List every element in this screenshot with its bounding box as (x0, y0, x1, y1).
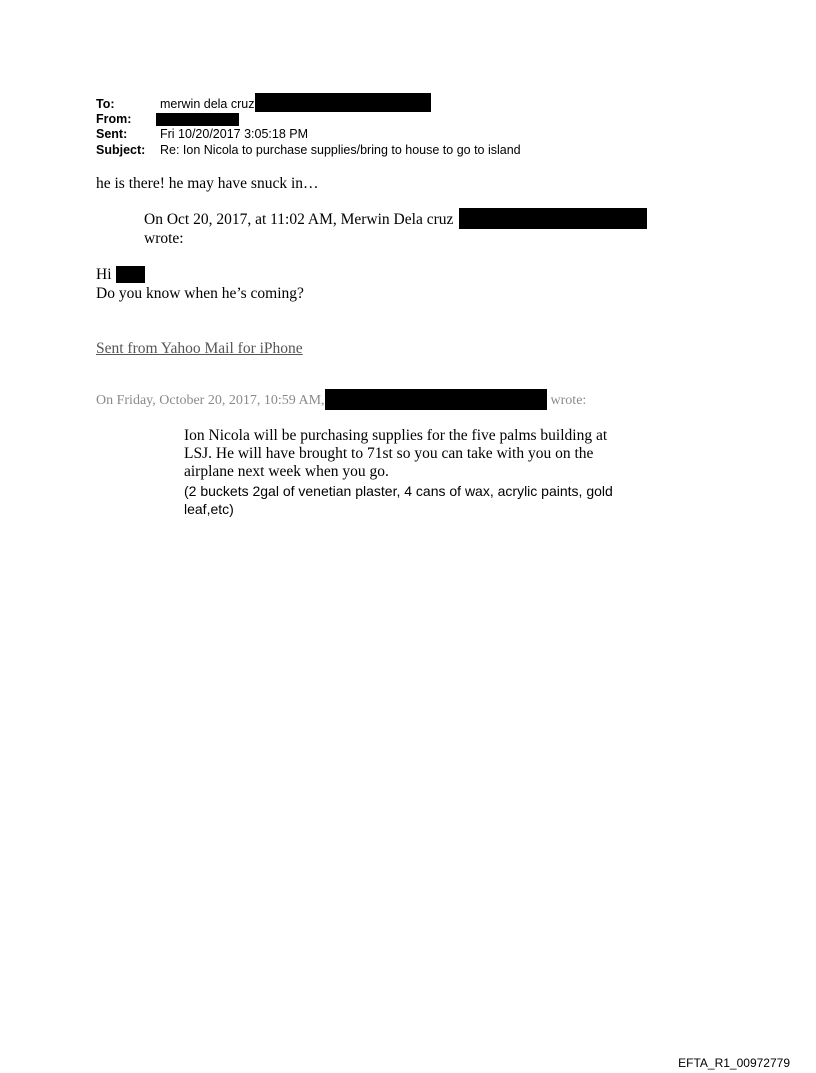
redaction-box (459, 208, 647, 229)
quote2-line-2: LSJ. He will have brought to 71st so you can take with you on the (184, 445, 594, 462)
sent-label: Sent: (96, 127, 128, 141)
redaction-box (156, 113, 239, 126)
quote2-line-5: leaf,etc) (184, 501, 234, 517)
bates-number: EFTA_R1_00972779 (678, 1056, 790, 1070)
from-label: From: (96, 112, 132, 126)
quote1-header (144, 211, 647, 229)
reply-text: he is there! he may have snuck in… (96, 175, 319, 192)
quote1-attribution: On Oct 20, 2017, at 11:02 AM, Merwin Dela cruz (144, 211, 454, 228)
to-value (160, 97, 431, 112)
sent-value: Fri 10/20/2017 3:05:18 PM (160, 127, 309, 141)
redaction-box (255, 93, 431, 112)
subject-label: Subject: (96, 143, 146, 157)
to-name: merwin dela cruz (160, 97, 255, 111)
yahoo-mail-signature-link[interactable]: Sent from Yahoo Mail for iPhone (96, 340, 303, 357)
greeting-line (96, 266, 145, 284)
redaction-box (116, 266, 145, 283)
question-text: Do you know when he’s coming? (96, 285, 304, 302)
to-label: To: (96, 97, 115, 111)
subject-value: Re: Ion Nicola to purchase supplies/bring to house to go to island (160, 143, 521, 157)
quote2-line-3: airplane next week when you go. (184, 463, 389, 480)
quote2-attribution: On Friday, October 20, 2017, 10:59 AM, (96, 393, 325, 408)
redaction-box (325, 389, 547, 410)
quote1-wrote: wrote: (144, 230, 184, 247)
quote2-line-4: (2 buckets 2gal of venetian plaster, 4 cans of wax, acrylic paints, gold (184, 483, 613, 499)
greeting: Hi (96, 266, 112, 283)
quote2-header (96, 392, 586, 410)
quote2-wrote: wrote: (550, 393, 587, 408)
quote2-line-1: Ion Nicola will be purchasing supplies for the five palms building at (184, 427, 608, 444)
